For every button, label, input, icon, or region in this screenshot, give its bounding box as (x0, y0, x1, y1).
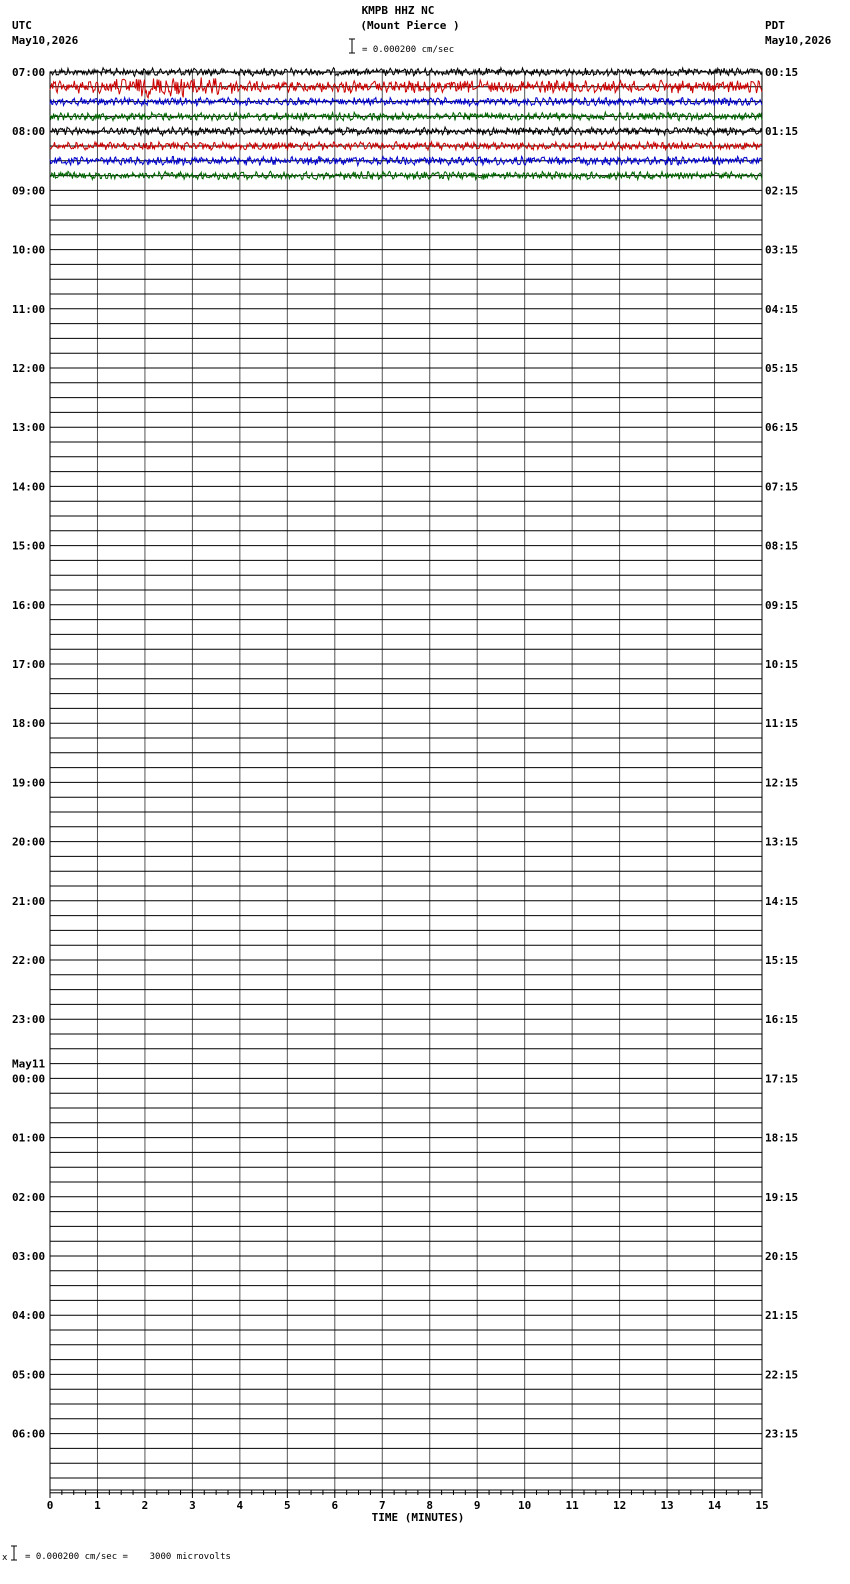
right-hour-label: 11:15 (765, 717, 799, 731)
station-location: (Mount Pierce ) (360, 19, 460, 32)
right-hour-label: 12:15 (765, 776, 799, 790)
left-hour-label: 03:00 (12, 1250, 46, 1263)
right-hour-label: 04:15 (765, 302, 799, 316)
left-hour-label: 20:00 (12, 835, 46, 849)
left-hour-label: 07:00 (12, 66, 46, 79)
right-hour-label: 06:15 (765, 421, 799, 435)
left-hour-label: 05:00 (12, 1368, 46, 1382)
seismic-trace-0845 (50, 171, 762, 180)
right-hour-label: 08:15 (765, 539, 799, 553)
right-hour-label: 09:15 (765, 598, 799, 612)
right-hour-label: 01:15 (765, 125, 799, 139)
right-hour-label: 05:15 (765, 362, 799, 375)
right-hour-label: 07:15 (765, 480, 799, 494)
right-hour-labels (765, 66, 798, 1441)
left-hour-label: 15:00 (12, 539, 46, 553)
left-hour-label: 06:00 (12, 1427, 46, 1441)
left-hour-label: 00:00 (12, 1072, 46, 1086)
right-timezone: PDT (765, 19, 785, 32)
left-hour-label: 12:00 (12, 362, 46, 375)
left-hour-label: 18:00 (12, 717, 46, 731)
left-hour-label: 19:00 (12, 776, 46, 790)
seismic-trace-0730 (50, 97, 762, 105)
x-tick-label: 11 (565, 1499, 579, 1512)
x-tick-label: 12 (612, 1499, 627, 1512)
left-hour-label: 17:00 (12, 658, 46, 671)
right-hour-label: 10:15 (765, 658, 799, 671)
left-hour-label: 02:00 (12, 1190, 46, 1204)
x-tick-label: 4 (236, 1499, 244, 1512)
footer-scale-bar-icon (11, 1546, 17, 1560)
x-tick-label: 15 (755, 1499, 769, 1512)
x-tick-label: 5 (284, 1499, 291, 1512)
right-date: May10,2026 (765, 34, 832, 47)
left-hour-labels (12, 66, 45, 1441)
left-hour-label: 11:00 (12, 302, 46, 316)
x-tick-label: 14 (707, 1499, 722, 1512)
seismic-trace-0815 (50, 142, 762, 151)
x-tick-label: 13 (660, 1499, 674, 1512)
x-axis-label: TIME (MINUTES) (371, 1511, 465, 1524)
right-hour-label: 19:15 (765, 1190, 799, 1204)
footer-scale-note: = 0.000200 cm/sec = 3000 microvolts (25, 1552, 231, 1562)
scale-label: = 0.000200 cm/sec (362, 45, 455, 55)
x-tick-label: 1 (94, 1499, 101, 1512)
left-hour-label: 09:00 (12, 184, 46, 198)
left-hour-label: 13:00 (12, 421, 46, 435)
station-title: KMPB HHZ NC (361, 4, 435, 17)
right-hour-label: 15:15 (765, 954, 799, 967)
right-hour-label: 03:15 (765, 243, 799, 257)
right-hour-label: 22:15 (765, 1368, 799, 1382)
right-hour-label: 14:15 (765, 894, 799, 908)
right-hour-label: 21:15 (765, 1309, 799, 1323)
seismic-traces (50, 68, 762, 180)
left-date: May10,2026 (12, 34, 79, 47)
right-hour-label: 18:15 (765, 1131, 799, 1145)
right-hour-label: 00:15 (765, 66, 799, 79)
right-hour-label: 23:15 (765, 1427, 799, 1441)
day-change-label: May11 (12, 1057, 46, 1071)
left-hour-label: 04:00 (12, 1309, 46, 1323)
x-tick-label: 8 (426, 1499, 434, 1512)
right-hour-label: 16:15 (765, 1013, 799, 1027)
left-hour-label: 23:00 (12, 1013, 46, 1027)
x-tick-label: 3 (189, 1499, 196, 1512)
left-hour-label: 01:00 (12, 1131, 46, 1145)
x-tick-label: 10 (518, 1499, 532, 1512)
left-hour-label: 21:00 (12, 894, 46, 908)
right-hour-label: 13:15 (765, 835, 799, 849)
plot-frame (50, 72, 762, 1493)
x-tick-label: 2 (141, 1499, 149, 1512)
x-tick-label: 7 (378, 1499, 386, 1512)
left-timezone: UTC (12, 19, 32, 32)
seismic-trace-0715 (50, 77, 762, 97)
left-hour-label: 08:00 (12, 125, 46, 139)
right-hour-label: 17:15 (765, 1072, 799, 1086)
x-tick-label: 9 (473, 1499, 481, 1512)
x-tick-label: 6 (331, 1499, 339, 1512)
footer-marker: x (2, 1553, 8, 1563)
x-tick-label: 0 (46, 1499, 54, 1512)
right-hour-label: 02:15 (765, 184, 799, 198)
left-hour-label: 14:00 (12, 480, 46, 494)
left-hour-label: 22:00 (12, 954, 46, 967)
left-hour-label: 16:00 (12, 598, 46, 612)
scale-bar-icon (349, 39, 355, 53)
right-hour-label: 20:15 (765, 1250, 799, 1263)
left-hour-label: 10:00 (12, 243, 46, 257)
